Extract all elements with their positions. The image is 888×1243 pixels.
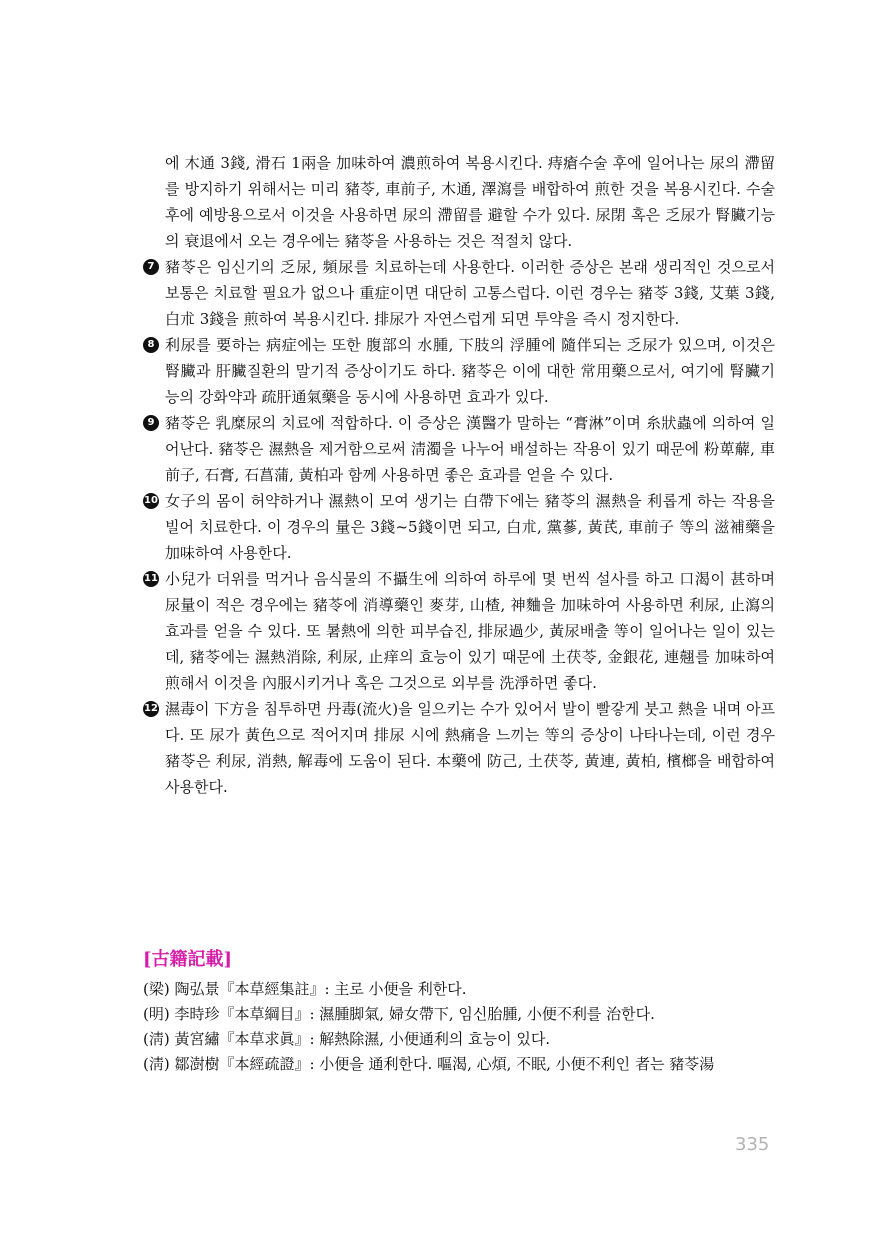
list-item (143, 332, 775, 410)
continuation-paragraph: 에 木通 3錢, 滑石 1兩을 加味하여 濃煎하여 복용시킨다. 痔瘡수술 후에 일어나는 尿의 滯留를 방지하기 위해서는 미리 豬苓, 車前子, 木通, 澤瀉를 배합하여 煎한 것을 복용시킨다. 수술 후에 예방용으로서 이것을 사용하면 尿의 滯留를 避할 수가 있다. 尿閉 혹은 乏尿가 腎臟기능의 衰退에서 오는 경우에는 豬苓을 사용하는 것은 적절치 않다. (165, 154, 775, 250)
number-9-icon: 9 (143, 415, 159, 431)
reference-item: (明) 李時珍『本草綱目』: 濕腫脚氣, 婦女帶下, 임신胎腫, 小便不利를 治한다. (143, 1005, 655, 1023)
list-item-text: 小兒가 더위를 먹거나 음식물의 不攝生에 의하여 하루에 몇 번씩 설사를 하고 口渴이 甚하며 尿量이 적은 경우에는 豬苓에 消導藥인 麥芽, 山楂, 神麯을 加味하여 사용하면 利尿, 止瀉의 효과를 얻을 수 있다. 또 暑熱에 의한 피부습진, 排尿過少, 黃尿배출 等이 일어나는 일이 있는데, 豬苓에는 濕熱消除, 利尿, 止痒의 효능이 있기 때문에 土茯苓, 金銀花, 連翹를 加味하여 煎해서 이것을 內服시키거나 혹은 그것으로 외부를 洗淨하면 좋다. (165, 570, 775, 692)
list-item-text: 女子의 몸이 허약하거나 濕熱이 모여 생기는 白帶下에는 豬苓의 濕熱을 利롭게 하는 작용을 빌어 치료한다. 이 경우의 量은 3錢~5錢이면 되고, 白朮, 黨蔘, 黃芪, 車前子 等의 滋補藥을 加味하여 사용한다. (165, 492, 775, 562)
section-title: [古籍記載] (143, 949, 233, 970)
list-item (143, 696, 775, 800)
body-text (143, 150, 775, 800)
number-11-icon: 11 (143, 571, 159, 587)
list-item (143, 566, 775, 696)
list-item-text: 豬苓은 乳糜尿의 치료에 적합하다. 이 증상은 漢醫가 말하는 “膏淋”이며 糸狀蟲에 의하여 일어난다. 豬苓은 濕熱을 제거함으로써 淸濁을 나누어 배설하는 작용이 있기 때문에 粉萆薢, 車前子, 石膏, 石菖蒲, 黃柏과 함께 사용하면 좋은 효과를 얻을 수 있다. (165, 414, 775, 484)
reference-list (143, 977, 775, 1077)
number-8-icon: 8 (143, 337, 159, 353)
reference-item: (淸) 鄒澍樹『本經疏證』: 小便을 通利한다. 嘔渴, 心煩, 不眠, 小便不利인 者는 豬苓湯 (143, 1055, 715, 1073)
list-item (143, 488, 775, 566)
list-item-text: 豬苓은 임신기의 乏尿, 頻尿를 치료하는데 사용한다. 이러한 증상은 본래 생리적인 것으로서 보통은 치료할 필요가 없으나 重症이면 대단히 고통스럽다. 이런 경우는 豬苓 3錢, 艾葉 3錢, 白朮 3錢을 煎하여 복용시킨다. 排尿가 자연스럽게 되면 투약을 즉시 정지한다. (165, 258, 775, 328)
list-item-text: 利尿를 要하는 病症에는 또한 腹部의 水腫, 下肢의 浮腫에 隨伴되는 乏尿가 있으며, 이것은 腎臟과 肝臟질환의 말기적 증상이기도 하다. 豬苓은 이에 대한 常用藥으로서, 여기에 腎臟기능의 강화약과 疏肝通氣藥을 동시에 사용하면 효과가 있다. (165, 336, 775, 406)
reference-item: (梁) 陶弘景『本草經集註』: 主로 小便을 利한다. (143, 980, 467, 998)
number-10-icon: 10 (143, 493, 159, 509)
list-item (143, 254, 775, 332)
list-item (143, 410, 775, 488)
page-number: 335 (735, 1134, 770, 1155)
number-7-icon: 7 (143, 259, 159, 275)
reference-item: (淸) 黃宮繡『本草求眞』: 解熱除濕, 小便通利의 효능이 있다. (143, 1030, 551, 1048)
number-12-icon: 12 (143, 701, 159, 717)
list-item-text: 濕毒이 下方을 침투하면 丹毒(流火)을 일으키는 수가 있어서 발이 빨갛게 붓고 熱을 내며 아프다. 또 尿가 黃色으로 적어지며 排尿 시에 熱痛을 느끼는 等의 증상이 나타나는데, 이런 경우 豬苓은 利尿, 消熱, 解毒에 도움이 된다. 本藥에 防己, 土茯苓, 黃連, 黃柏, 檳榔을 배합하여 사용한다. (165, 700, 775, 796)
